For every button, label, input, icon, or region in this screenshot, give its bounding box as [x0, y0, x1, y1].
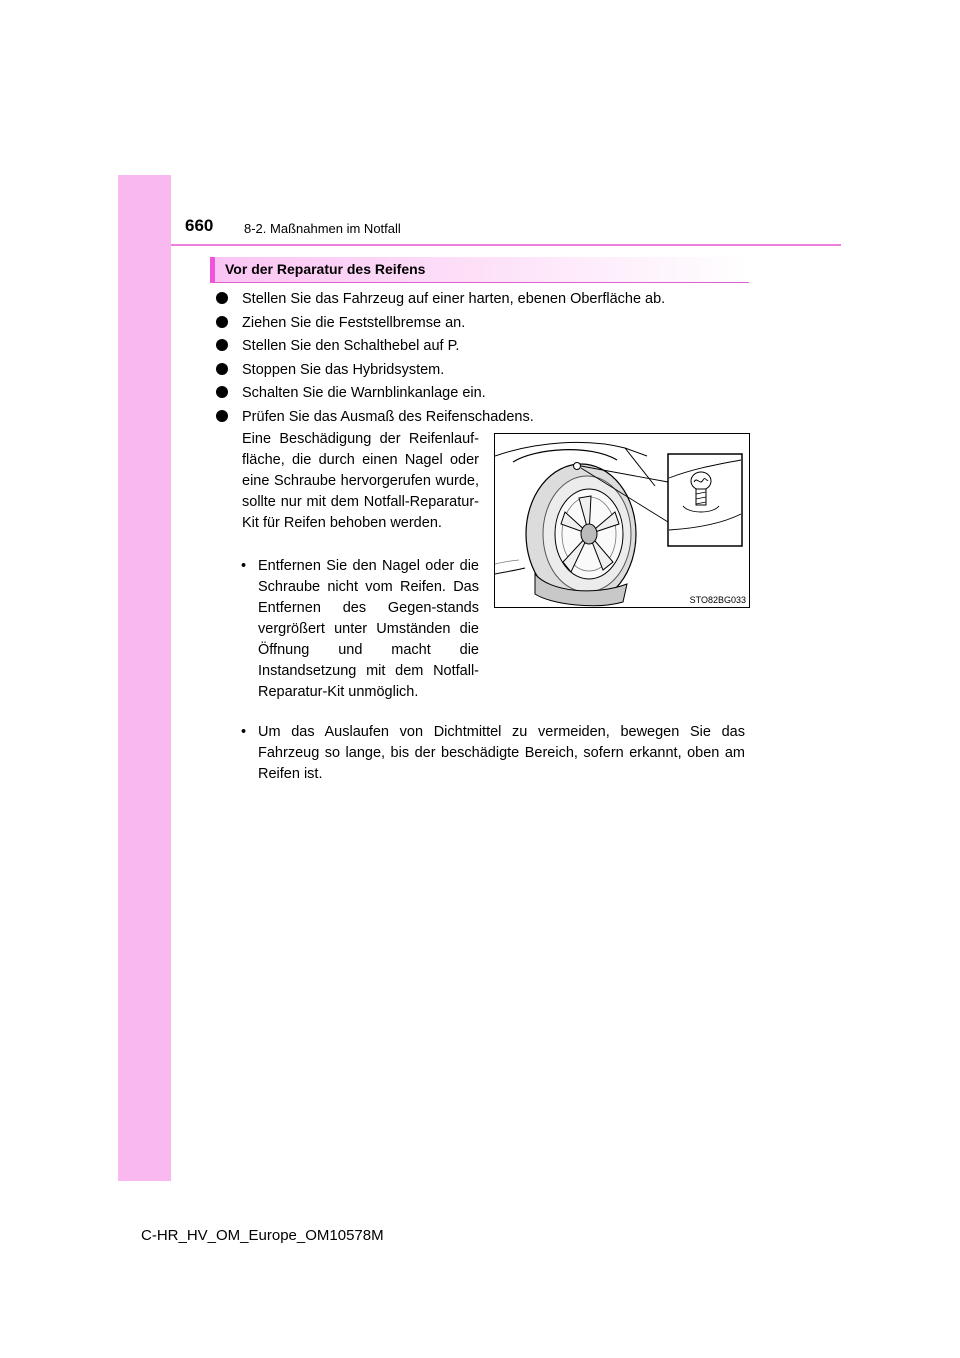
- bullet-item: Prüfen Sie das Ausmaß des Reifenschadens.: [214, 406, 665, 430]
- section-title: Vor der Reparatur des Reifens: [225, 261, 426, 277]
- bullet-dot-icon: [216, 339, 228, 351]
- bullet-item: Stoppen Sie das Hybridsystem.: [214, 359, 665, 383]
- damage-paragraph: Eine Beschädigung der Reifenlauf-fläche, die durch einen Nagel oder eine Schraube hervorgerufen wurde, sollte nur mit dem Notfall-Reparatur-Kit für Reifen behoben werden.: [242, 431, 479, 531]
- bullet-item: Stellen Sie das Fahrzeug auf einer harten, ebenen Oberfläche ab.: [214, 288, 665, 312]
- sub-item: • Um das Auslaufen von Dichtmittel zu vermeiden, bewegen Sie das Fahrzeug so lange, bis der beschädigte Bereich, sofern erkannt, oben am Reifen ist.: [241, 724, 745, 782]
- sub-bullet-mark: •: [241, 558, 247, 574]
- bullet-dot-icon: [216, 386, 228, 398]
- bullet-list: [214, 288, 665, 430]
- bullet-item: Schalten Sie die Warnblinkanlage ein.: [214, 382, 665, 406]
- bullet-dot-icon: [216, 292, 228, 304]
- tire-with-nail-drawing: [495, 434, 750, 608]
- section-accent-bar: [210, 257, 215, 282]
- page-number: 660: [185, 216, 214, 235]
- bullet-item: Ziehen Sie die Feststellbremse an.: [214, 312, 665, 336]
- sub-item: • Entfernen Sie den Nagel oder die Schraube nicht vom Reifen. Das Entfernen des Gegen-stands vergrößert unter Umständen die Öffnung und macht die Instandsetzung mit dem Notfall-Reparatur-Kit unmöglich.: [241, 558, 479, 700]
- sub-bullet-mark: •: [241, 724, 247, 740]
- tire-illustration: [494, 433, 750, 608]
- bullet-dot-icon: [216, 363, 228, 375]
- footer-document-id: C-HR_HV_OM_Europe_OM10578M: [141, 1227, 384, 1244]
- bullet-dot-icon: [216, 316, 228, 328]
- section-heading: [210, 257, 749, 283]
- bullet-dot-icon: [216, 410, 228, 422]
- bullet-item: Stellen Sie den Schalthebel auf P.: [214, 335, 665, 359]
- header-divider: [171, 244, 841, 246]
- figure-code: STO82BG033: [689, 595, 746, 605]
- chapter-title: 8-2. Maßnahmen im Notfall: [244, 221, 401, 236]
- side-tab-bar: [118, 175, 171, 1181]
